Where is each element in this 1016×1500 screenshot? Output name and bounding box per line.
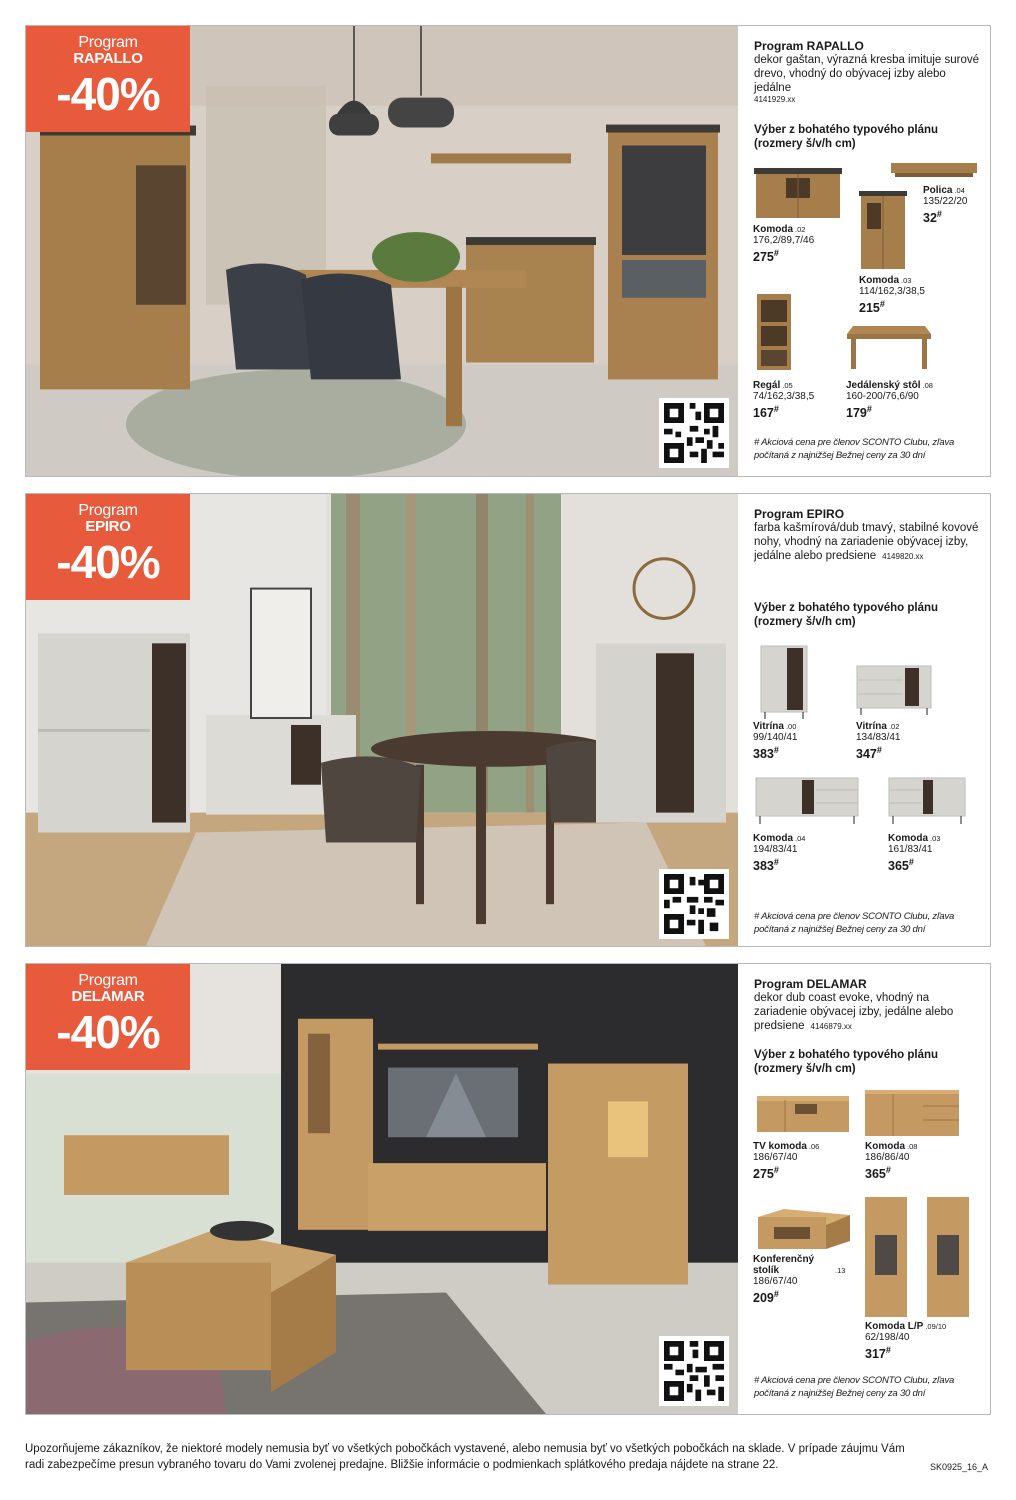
badge-discount: -40% bbox=[56, 536, 160, 588]
item-dimensions: 134/83/41 bbox=[856, 732, 901, 743]
price-mark: # bbox=[773, 857, 779, 867]
product-image bbox=[887, 776, 967, 826]
price-mark: # bbox=[879, 299, 885, 309]
product-image bbox=[756, 292, 792, 372]
item-number: .06 bbox=[808, 1142, 820, 1151]
price-mark: # bbox=[773, 745, 779, 755]
qr-code-icon[interactable] bbox=[659, 1336, 729, 1406]
item-name: Komoda bbox=[865, 1141, 905, 1152]
item-number: .03 bbox=[930, 834, 941, 843]
product-code: 4141929.xx bbox=[754, 95, 796, 104]
price-mark: # bbox=[773, 404, 779, 414]
description-text: dekor gaštan, výrazná kresba imituje surové drevo, vhodný do obývacej izby alebo jedálne bbox=[754, 54, 979, 94]
rapallo-info bbox=[751, 26, 987, 476]
badge-program-label: Program bbox=[78, 502, 138, 519]
description-text: dekor dub coast evoke, vhodný na zariadenie obývacej izby, jedálne alebo predsiene bbox=[754, 992, 954, 1032]
price-mark: # bbox=[908, 857, 914, 867]
badge-discount: -40% bbox=[56, 68, 160, 120]
item-number: .08 bbox=[907, 1142, 918, 1151]
item-number: .13 bbox=[835, 1266, 846, 1275]
section-epiro bbox=[25, 493, 991, 947]
item-name: Komoda bbox=[859, 275, 899, 286]
badge-program-label: Program bbox=[78, 972, 138, 989]
product-image bbox=[755, 1094, 851, 1136]
qr-code-icon[interactable] bbox=[659, 398, 729, 468]
item-price: 179 bbox=[846, 406, 867, 421]
item-number: .04 bbox=[795, 834, 806, 843]
item-dimensions: 186/67/40 bbox=[753, 1152, 798, 1163]
item-dimensions: 176,2/89,7/46 bbox=[753, 235, 815, 246]
product-image bbox=[754, 776, 860, 826]
item-dimensions: 186/86/40 bbox=[865, 1152, 910, 1163]
club-price-note: # Akciová cena pre členov SCONTO Clubu, zľava počítaná z najnižšej Bežnej ceny za 30 dní bbox=[754, 911, 955, 935]
badge-program-name: EPIRO bbox=[85, 518, 131, 535]
item-price: 317 bbox=[865, 1347, 886, 1362]
price-mark: # bbox=[773, 1289, 779, 1299]
item-price: 365 bbox=[865, 1167, 886, 1182]
badge-program-label: Program bbox=[78, 34, 138, 51]
product-code: 4149820.xx bbox=[882, 552, 924, 561]
item-name: Konferenčný stolík bbox=[753, 1254, 815, 1276]
price-mark: # bbox=[876, 745, 882, 755]
choice-heading: Výber z bohatého typového plánu (rozmery š/v/h cm) bbox=[754, 602, 939, 628]
footer-notice: Upozorňujeme zákazníkov, že niektoré modely nemusia byť vo všetkých pobočkách vystavené, alebo nemusia byť vo všetkých pobočkách na sklade. V prípade záujmu Vám radi zabezpečíme presun vybraného tovaru do Vami zvolenej predajne. Bližšie informácie o podmienkach splátkového predaja nájdete na strane 22. bbox=[25, 1443, 905, 1471]
product-image bbox=[859, 191, 907, 271]
item-number: .02 bbox=[888, 722, 900, 731]
item-name: Jedálenský stôl bbox=[846, 380, 921, 391]
program-title: Program EPIRO bbox=[754, 507, 845, 521]
badge-program-name: RAPALLO bbox=[73, 50, 143, 67]
program-title: Program RAPALLO bbox=[754, 39, 864, 53]
qr-code-icon[interactable] bbox=[659, 869, 729, 939]
item-dimensions: 194/83/41 bbox=[753, 844, 798, 855]
badge-discount: -40% bbox=[56, 1006, 160, 1058]
price-mark: # bbox=[773, 1165, 779, 1175]
badge-program-name: DELAMAR bbox=[71, 988, 145, 1005]
price-mark: # bbox=[936, 209, 942, 219]
item-number: .05 bbox=[782, 381, 793, 390]
item-price: 347 bbox=[856, 747, 877, 762]
item-dimensions: 160-200/76,6/90 bbox=[846, 391, 919, 402]
product-image bbox=[863, 1088, 961, 1140]
item-name: Komoda L/P bbox=[865, 1321, 924, 1332]
item-price: 383 bbox=[753, 747, 774, 762]
item-number: .04 bbox=[954, 186, 965, 195]
choice-heading: Výber z bohatého typového plánu (rozmery š/v/h cm) bbox=[754, 124, 939, 150]
item-dimensions: 135/22/20 bbox=[923, 196, 968, 207]
item-number: .09/10 bbox=[925, 1322, 947, 1331]
section-delamar bbox=[25, 963, 991, 1415]
item-dimensions: 186/67/40 bbox=[753, 1276, 798, 1287]
program-description bbox=[754, 53, 982, 105]
product-image bbox=[863, 1195, 973, 1319]
product-image bbox=[759, 644, 809, 720]
product-code: 4146879.xx bbox=[810, 1022, 852, 1031]
discount-badge bbox=[26, 494, 190, 600]
program-description bbox=[754, 521, 982, 564]
item-name: Polica bbox=[923, 185, 953, 196]
product-image bbox=[891, 161, 979, 181]
item-price: 275 bbox=[753, 1167, 774, 1182]
item-dimensions: 114/162,3/38,5 bbox=[859, 286, 925, 297]
program-title: Program DELAMAR bbox=[754, 977, 867, 991]
section-rapallo bbox=[25, 25, 991, 477]
item-price: 215 bbox=[859, 301, 880, 316]
program-description bbox=[754, 991, 982, 1034]
page-code: SK0925_16_A bbox=[930, 1462, 989, 1472]
choice-heading: Výber z bohatého typového plánu (rozmery š/v/h cm) bbox=[754, 1049, 939, 1075]
item-name: Komoda bbox=[888, 833, 928, 844]
item-number: .03 bbox=[901, 276, 912, 285]
club-price-note: # Akciová cena pre členov SCONTO Clubu, zľava počítaná z najnižšej Bežnej ceny za 30 dní bbox=[754, 437, 955, 461]
item-name: TV komoda bbox=[753, 1141, 807, 1152]
item-name: Vitrína bbox=[753, 721, 784, 732]
discount-badge bbox=[26, 26, 190, 132]
price-mark: # bbox=[885, 1165, 891, 1175]
epiro-info bbox=[751, 494, 987, 946]
discount-badge bbox=[26, 964, 190, 1070]
item-price: 167 bbox=[753, 406, 774, 421]
item-dimensions: 62/198/40 bbox=[865, 1332, 910, 1343]
item-dimensions: 99/140/41 bbox=[753, 732, 798, 743]
item-dimensions: 161/83/41 bbox=[888, 844, 933, 855]
item-name: Komoda bbox=[753, 224, 793, 235]
item-number: .08 bbox=[922, 381, 933, 390]
item-price: 365 bbox=[888, 859, 909, 874]
item-price: 275 bbox=[753, 250, 774, 265]
price-mark: # bbox=[773, 248, 779, 258]
item-price: 209 bbox=[753, 1291, 774, 1306]
product-image bbox=[855, 664, 933, 716]
item-name: Komoda bbox=[753, 833, 793, 844]
item-name: Regál bbox=[753, 380, 781, 391]
price-mark: # bbox=[885, 1345, 891, 1355]
item-price: 383 bbox=[753, 859, 774, 874]
item-number: .00 bbox=[785, 722, 797, 731]
item-price: 32 bbox=[923, 211, 937, 226]
item-dimensions: 74/162,3/38,5 bbox=[753, 391, 815, 402]
description-text: farba kašmírová/dub tmavý, stabilné kovové nohy, vhodný na zariadenie obývacej izby, jedálne alebo predsiene bbox=[754, 522, 979, 562]
product-image bbox=[843, 324, 935, 372]
product-image bbox=[754, 1207, 852, 1253]
club-price-note: # Akciová cena pre členov SCONTO Clubu, zľava počítaná z najnižšej Bežnej ceny za 30 dní bbox=[754, 1375, 955, 1399]
item-number: .02 bbox=[795, 225, 806, 234]
item-name: Vitrína bbox=[856, 721, 887, 732]
product-image bbox=[754, 166, 842, 222]
delamar-info bbox=[751, 964, 987, 1414]
price-mark: # bbox=[866, 404, 872, 414]
